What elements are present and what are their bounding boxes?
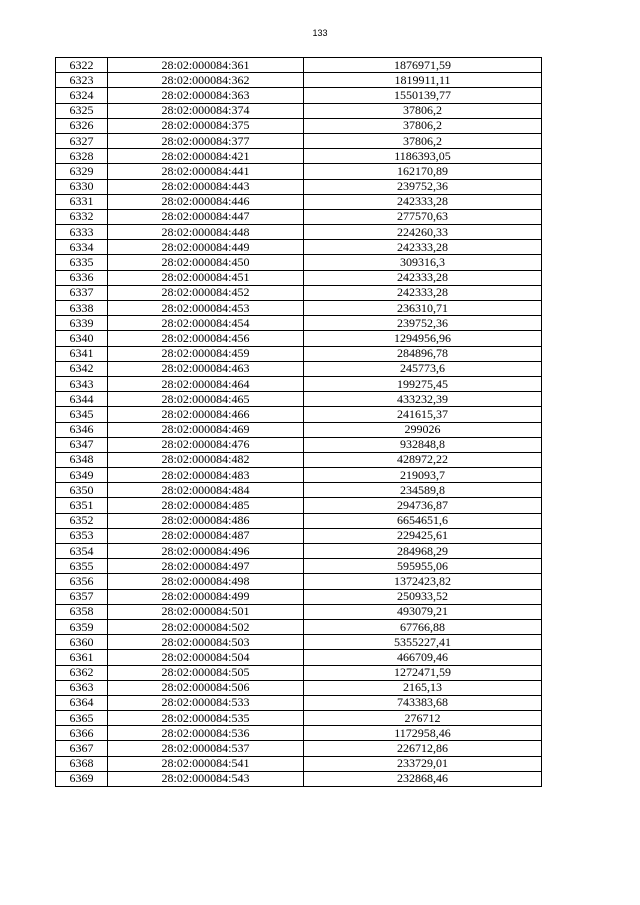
cadastral-number-cell: 28:02:000084:541 bbox=[108, 756, 304, 771]
value-cell: 245773,6 bbox=[304, 361, 542, 376]
row-number-cell: 6325 bbox=[56, 103, 108, 118]
value-cell: 1294956,96 bbox=[304, 331, 542, 346]
value-cell: 242333,28 bbox=[304, 240, 542, 255]
table-row bbox=[56, 635, 542, 650]
table-body bbox=[56, 58, 542, 787]
row-number-cell: 6342 bbox=[56, 361, 108, 376]
cadastral-number-cell: 28:02:000084:543 bbox=[108, 771, 304, 786]
table-row bbox=[56, 483, 542, 498]
cadastral-number-cell: 28:02:000084:504 bbox=[108, 650, 304, 665]
value-cell: 37806,2 bbox=[304, 103, 542, 118]
table-row bbox=[56, 118, 542, 133]
table-row bbox=[56, 544, 542, 559]
table-row bbox=[56, 680, 542, 695]
cadastral-number-cell: 28:02:000084:447 bbox=[108, 209, 304, 224]
row-number-cell: 6322 bbox=[56, 58, 108, 73]
cadastral-number-cell: 28:02:000084:375 bbox=[108, 118, 304, 133]
page-number: 133 bbox=[312, 28, 328, 38]
value-cell: 199275,45 bbox=[304, 376, 542, 391]
table-row bbox=[56, 270, 542, 285]
cadastral-number-cell: 28:02:000084:499 bbox=[108, 589, 304, 604]
row-number-cell: 6357 bbox=[56, 589, 108, 604]
cadastral-number-cell: 28:02:000084:497 bbox=[108, 559, 304, 574]
table-row bbox=[56, 316, 542, 331]
value-cell: 433232,39 bbox=[304, 392, 542, 407]
value-cell: 219093,7 bbox=[304, 468, 542, 483]
value-cell: 242333,28 bbox=[304, 285, 542, 300]
row-number-cell: 6353 bbox=[56, 528, 108, 543]
cadastral-number-cell: 28:02:000084:476 bbox=[108, 437, 304, 452]
row-number-cell: 6337 bbox=[56, 285, 108, 300]
row-number-cell: 6366 bbox=[56, 726, 108, 741]
table-row bbox=[56, 498, 542, 513]
table-row bbox=[56, 771, 542, 786]
table-row bbox=[56, 528, 542, 543]
table-row bbox=[56, 650, 542, 665]
value-cell: 1876971,59 bbox=[304, 58, 542, 73]
row-number-cell: 6338 bbox=[56, 301, 108, 316]
table-row bbox=[56, 103, 542, 118]
row-number-cell: 6334 bbox=[56, 240, 108, 255]
value-cell: 6654651,6 bbox=[304, 513, 542, 528]
row-number-cell: 6354 bbox=[56, 544, 108, 559]
table-row bbox=[56, 559, 542, 574]
cadastral-number-cell: 28:02:000084:482 bbox=[108, 452, 304, 467]
value-cell: 466709,46 bbox=[304, 650, 542, 665]
cadastral-number-cell: 28:02:000084:463 bbox=[108, 361, 304, 376]
value-cell: 5355227,41 bbox=[304, 635, 542, 650]
row-number-cell: 6356 bbox=[56, 574, 108, 589]
table-row bbox=[56, 392, 542, 407]
row-number-cell: 6349 bbox=[56, 468, 108, 483]
row-number-cell: 6345 bbox=[56, 407, 108, 422]
value-cell: 226712,86 bbox=[304, 741, 542, 756]
cadastral-number-cell: 28:02:000084:449 bbox=[108, 240, 304, 255]
row-number-cell: 6367 bbox=[56, 741, 108, 756]
row-number-cell: 6350 bbox=[56, 483, 108, 498]
row-number-cell: 6346 bbox=[56, 422, 108, 437]
value-cell: 242333,28 bbox=[304, 194, 542, 209]
value-cell: 277570,63 bbox=[304, 209, 542, 224]
row-number-cell: 6327 bbox=[56, 133, 108, 148]
table-row bbox=[56, 240, 542, 255]
value-cell: 67766,88 bbox=[304, 619, 542, 634]
row-number-cell: 6330 bbox=[56, 179, 108, 194]
table-row bbox=[56, 695, 542, 710]
row-number-cell: 6341 bbox=[56, 346, 108, 361]
table-row bbox=[56, 346, 542, 361]
row-number-cell: 6351 bbox=[56, 498, 108, 513]
table-row bbox=[56, 513, 542, 528]
table-row bbox=[56, 741, 542, 756]
value-cell: 37806,2 bbox=[304, 118, 542, 133]
table-row bbox=[56, 73, 542, 88]
table-row bbox=[56, 133, 542, 148]
row-number-cell: 6352 bbox=[56, 513, 108, 528]
table-row bbox=[56, 88, 542, 103]
cadastral-number-cell: 28:02:000084:464 bbox=[108, 376, 304, 391]
value-cell: 276712 bbox=[304, 711, 542, 726]
table-row bbox=[56, 179, 542, 194]
row-number-cell: 6333 bbox=[56, 225, 108, 240]
value-cell: 1186393,05 bbox=[304, 149, 542, 164]
value-cell: 232868,46 bbox=[304, 771, 542, 786]
table-row bbox=[56, 225, 542, 240]
cadastral-number-cell: 28:02:000084:483 bbox=[108, 468, 304, 483]
row-number-cell: 6359 bbox=[56, 619, 108, 634]
value-cell: 743383,68 bbox=[304, 695, 542, 710]
cadastral-table bbox=[55, 57, 542, 787]
value-cell: 428972,22 bbox=[304, 452, 542, 467]
value-cell: 284896,78 bbox=[304, 346, 542, 361]
row-number-cell: 6358 bbox=[56, 604, 108, 619]
value-cell: 37806,2 bbox=[304, 133, 542, 148]
table-row bbox=[56, 711, 542, 726]
row-number-cell: 6355 bbox=[56, 559, 108, 574]
table-row bbox=[56, 452, 542, 467]
row-number-cell: 6326 bbox=[56, 118, 108, 133]
cadastral-number-cell: 28:02:000084:453 bbox=[108, 301, 304, 316]
row-number-cell: 6332 bbox=[56, 209, 108, 224]
table-row bbox=[56, 285, 542, 300]
table-row bbox=[56, 58, 542, 73]
value-cell: 284968,29 bbox=[304, 544, 542, 559]
row-number-cell: 6339 bbox=[56, 316, 108, 331]
value-cell: 239752,36 bbox=[304, 179, 542, 194]
cadastral-number-cell: 28:02:000084:454 bbox=[108, 316, 304, 331]
row-number-cell: 6348 bbox=[56, 452, 108, 467]
cadastral-number-cell: 28:02:000084:456 bbox=[108, 331, 304, 346]
cadastral-number-cell: 28:02:000084:443 bbox=[108, 179, 304, 194]
table-row bbox=[56, 468, 542, 483]
value-cell: 2165,13 bbox=[304, 680, 542, 695]
value-cell: 236310,71 bbox=[304, 301, 542, 316]
cadastral-number-cell: 28:02:000084:451 bbox=[108, 270, 304, 285]
table-row bbox=[56, 164, 542, 179]
table-row bbox=[56, 726, 542, 741]
value-cell: 1550139,77 bbox=[304, 88, 542, 103]
table-row bbox=[56, 407, 542, 422]
cadastral-number-cell: 28:02:000084:377 bbox=[108, 133, 304, 148]
value-cell: 299026 bbox=[304, 422, 542, 437]
row-number-cell: 6323 bbox=[56, 73, 108, 88]
row-number-cell: 6344 bbox=[56, 392, 108, 407]
row-number-cell: 6365 bbox=[56, 711, 108, 726]
value-cell: 162170,89 bbox=[304, 164, 542, 179]
cadastral-number-cell: 28:02:000084:535 bbox=[108, 711, 304, 726]
cadastral-number-cell: 28:02:000084:362 bbox=[108, 73, 304, 88]
table-row bbox=[56, 194, 542, 209]
value-cell: 224260,33 bbox=[304, 225, 542, 240]
cadastral-number-cell: 28:02:000084:421 bbox=[108, 149, 304, 164]
cadastral-number-cell: 28:02:000084:485 bbox=[108, 498, 304, 513]
table-row bbox=[56, 255, 542, 270]
cadastral-number-cell: 28:02:000084:459 bbox=[108, 346, 304, 361]
table-row bbox=[56, 437, 542, 452]
cadastral-number-cell: 28:02:000084:466 bbox=[108, 407, 304, 422]
row-number-cell: 6324 bbox=[56, 88, 108, 103]
cadastral-number-cell: 28:02:000084:361 bbox=[108, 58, 304, 73]
value-cell: 229425,61 bbox=[304, 528, 542, 543]
row-number-cell: 6328 bbox=[56, 149, 108, 164]
cadastral-number-cell: 28:02:000084:374 bbox=[108, 103, 304, 118]
row-number-cell: 6335 bbox=[56, 255, 108, 270]
table-row bbox=[56, 331, 542, 346]
cadastral-number-cell: 28:02:000084:505 bbox=[108, 665, 304, 680]
cadastral-number-cell: 28:02:000084:506 bbox=[108, 680, 304, 695]
value-cell: 1172958,46 bbox=[304, 726, 542, 741]
value-cell: 1372423,82 bbox=[304, 574, 542, 589]
table-row bbox=[56, 589, 542, 604]
table-row bbox=[56, 422, 542, 437]
value-cell: 233729,01 bbox=[304, 756, 542, 771]
value-cell: 595955,06 bbox=[304, 559, 542, 574]
cadastral-number-cell: 28:02:000084:448 bbox=[108, 225, 304, 240]
table-row bbox=[56, 209, 542, 224]
row-number-cell: 6331 bbox=[56, 194, 108, 209]
row-number-cell: 6340 bbox=[56, 331, 108, 346]
cadastral-number-cell: 28:02:000084:450 bbox=[108, 255, 304, 270]
value-cell: 294736,87 bbox=[304, 498, 542, 513]
row-number-cell: 6336 bbox=[56, 270, 108, 285]
row-number-cell: 6329 bbox=[56, 164, 108, 179]
cadastral-number-cell: 28:02:000084:536 bbox=[108, 726, 304, 741]
cadastral-number-cell: 28:02:000084:469 bbox=[108, 422, 304, 437]
value-cell: 1272471,59 bbox=[304, 665, 542, 680]
cadastral-number-cell: 28:02:000084:496 bbox=[108, 544, 304, 559]
table-row bbox=[56, 376, 542, 391]
cadastral-number-cell: 28:02:000084:486 bbox=[108, 513, 304, 528]
cadastral-number-cell: 28:02:000084:501 bbox=[108, 604, 304, 619]
value-cell: 242333,28 bbox=[304, 270, 542, 285]
cadastral-number-cell: 28:02:000084:503 bbox=[108, 635, 304, 650]
value-cell: 932848,8 bbox=[304, 437, 542, 452]
cadastral-number-cell: 28:02:000084:452 bbox=[108, 285, 304, 300]
value-cell: 250933,52 bbox=[304, 589, 542, 604]
table-row bbox=[56, 665, 542, 680]
cadastral-number-cell: 28:02:000084:498 bbox=[108, 574, 304, 589]
row-number-cell: 6343 bbox=[56, 376, 108, 391]
cadastral-number-cell: 28:02:000084:533 bbox=[108, 695, 304, 710]
value-cell: 241615,37 bbox=[304, 407, 542, 422]
value-cell: 234589,8 bbox=[304, 483, 542, 498]
row-number-cell: 6363 bbox=[56, 680, 108, 695]
row-number-cell: 6368 bbox=[56, 756, 108, 771]
value-cell: 239752,36 bbox=[304, 316, 542, 331]
table-row bbox=[56, 301, 542, 316]
cadastral-number-cell: 28:02:000084:484 bbox=[108, 483, 304, 498]
cadastral-number-cell: 28:02:000084:363 bbox=[108, 88, 304, 103]
value-cell: 1819911,11 bbox=[304, 73, 542, 88]
row-number-cell: 6362 bbox=[56, 665, 108, 680]
value-cell: 493079,21 bbox=[304, 604, 542, 619]
cadastral-number-cell: 28:02:000084:446 bbox=[108, 194, 304, 209]
row-number-cell: 6364 bbox=[56, 695, 108, 710]
value-cell: 309316,3 bbox=[304, 255, 542, 270]
row-number-cell: 6360 bbox=[56, 635, 108, 650]
table-row bbox=[56, 756, 542, 771]
table-row bbox=[56, 619, 542, 634]
row-number-cell: 6361 bbox=[56, 650, 108, 665]
table-row bbox=[56, 149, 542, 164]
table-row bbox=[56, 361, 542, 376]
cadastral-number-cell: 28:02:000084:487 bbox=[108, 528, 304, 543]
cadastral-number-cell: 28:02:000084:441 bbox=[108, 164, 304, 179]
cadastral-number-cell: 28:02:000084:537 bbox=[108, 741, 304, 756]
table-row bbox=[56, 574, 542, 589]
cadastral-number-cell: 28:02:000084:465 bbox=[108, 392, 304, 407]
cadastral-number-cell: 28:02:000084:502 bbox=[108, 619, 304, 634]
table-row bbox=[56, 604, 542, 619]
row-number-cell: 6369 bbox=[56, 771, 108, 786]
row-number-cell: 6347 bbox=[56, 437, 108, 452]
